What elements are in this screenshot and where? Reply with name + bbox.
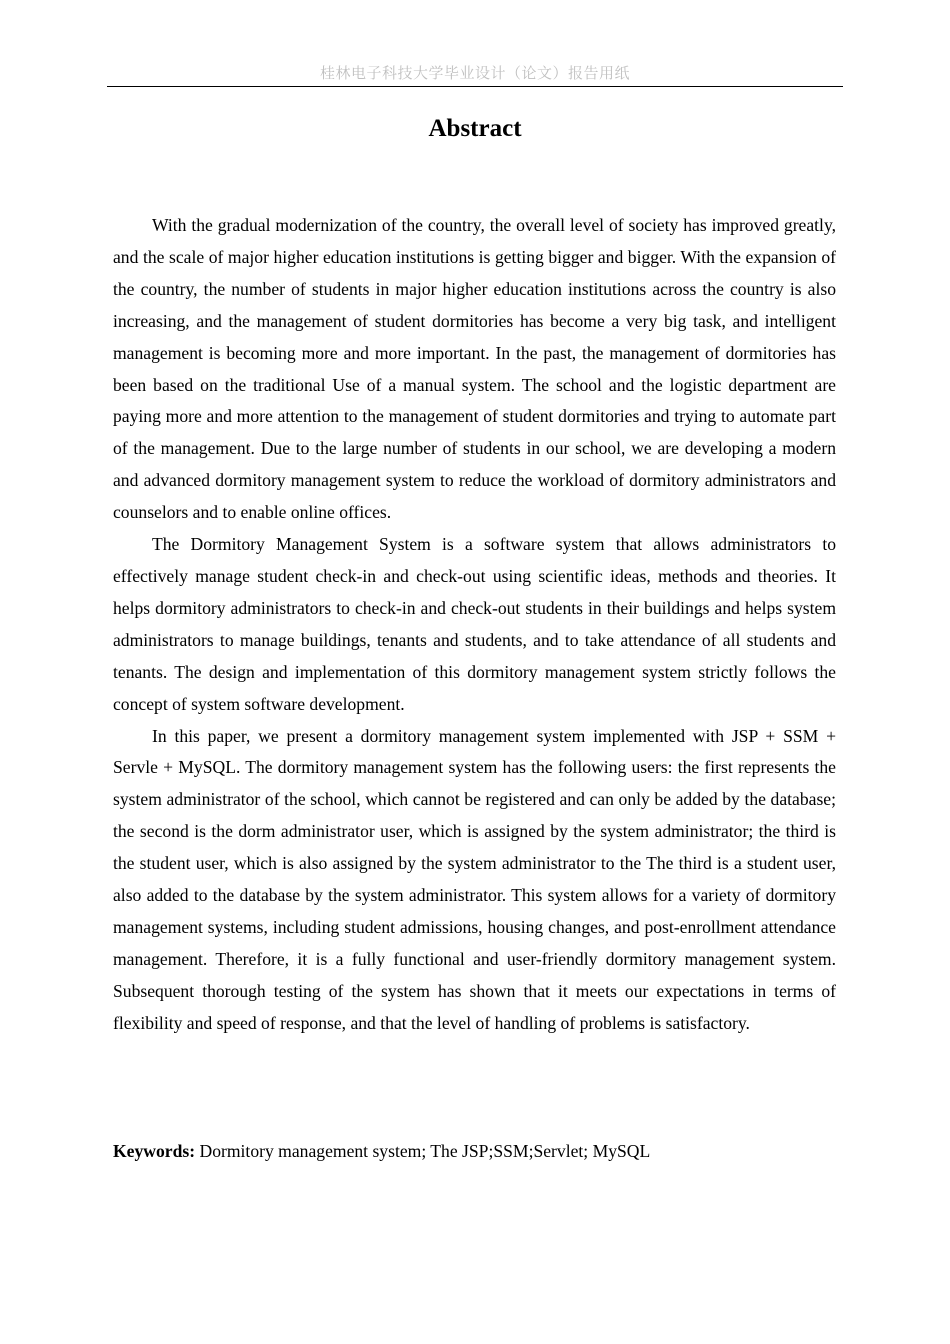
page-title: Abstract: [428, 115, 522, 142]
page-header: [107, 62, 843, 87]
abstract-paragraph-3: In this paper, we present a dormitory management system implemented with JSP + SSM + Servle + MySQL. The dormitory management system has the following users: the first represents the system administrator of the school, which cannot be registered and can only be added by the database; the second is the dorm administrator user, which is assigned by the system administrator; the third is the student user, which is also assigned by the system administrator to the The third is a student user, also added to the database by the system administrator. This system allows for a variety of dormitory management systems, including student admissions, housing changes, and post-enrollment attendance management. Therefore, it is a fully functional and user-friendly dormitory management system. Subsequent thorough testing of the system has shown that it meets our expectations in terms of flexibility and speed of response, and that the level of handling of problems is satisfactory.: [113, 725, 836, 1033]
keywords-line: [113, 1136, 836, 1166]
abstract-body: [113, 210, 836, 1040]
keywords-text: Dormitory management system; The JSP;SSM;Servlet; MySQL: [199, 1141, 651, 1161]
abstract-paragraph-1: With the gradual modernization of the country, the overall level of society has improved greatly, and the scale of major higher education institutions is getting bigger and bigger. With the expansion of the country, the number of students in major higher education institutions across the country is also increasing, and the management of student dormitories has become a very big task, and intelligent management is becoming more and more important. In the past, the management of dormitories has been based on the traditional Use of a manual system. The school and the logistic department are paying more and more attention to the management of student dormitories and trying to automate part of the management. Due to the large number of students in our school, we are developing a modern and advanced dormitory management system to reduce the workload of dormitory administrators and counselors and to enable online offices.: [113, 215, 836, 523]
abstract-paragraph-2: The Dormitory Management System is a software system that allows administrators to effectively manage student check-in and check-out using scientific ideas, methods and theories. It helps dormitory administrators to check-in and check-out students in their buildings and helps system administrators to manage buildings, tenants and students, and to take attendance of all students and tenants. The design and implementation of this dormitory management system strictly follows the concept of system software development.: [113, 534, 836, 714]
keywords-label: Keywords:: [113, 1141, 196, 1161]
header-text: 桂林电子科技大学毕业设计（论文）报告用纸: [319, 64, 630, 82]
